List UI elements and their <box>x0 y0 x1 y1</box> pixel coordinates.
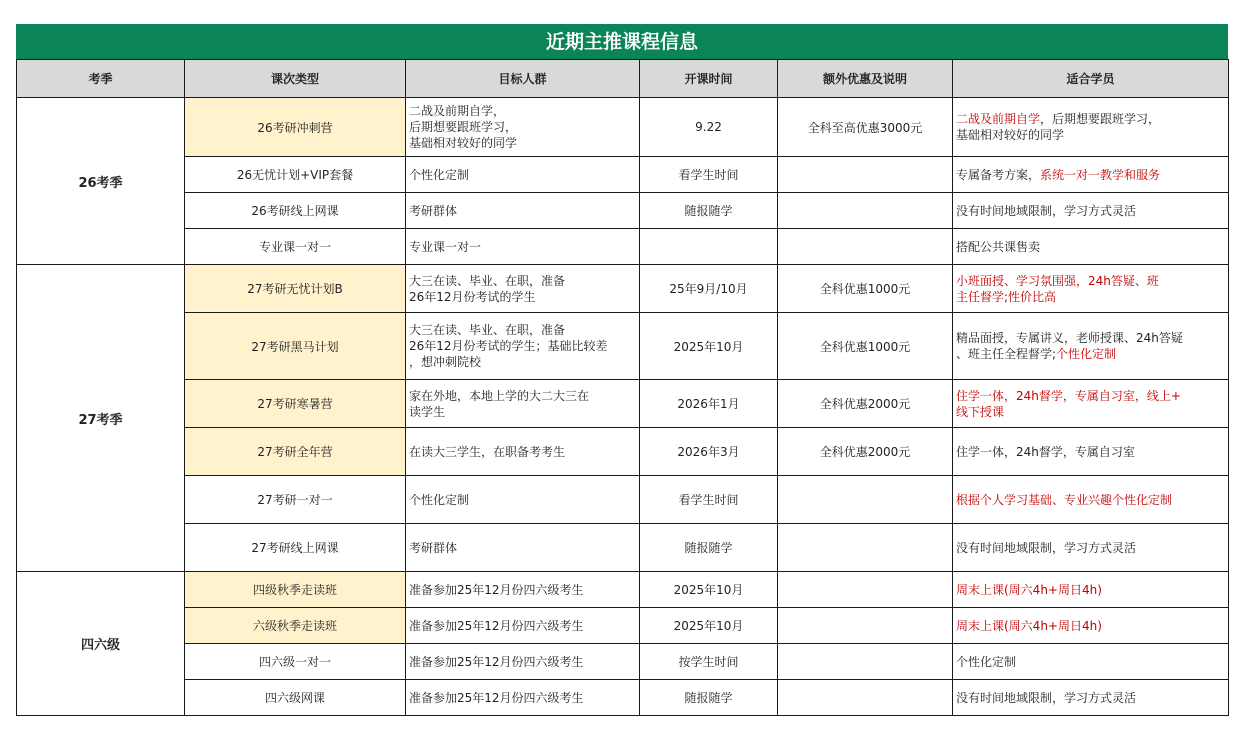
season-cell: 26考季 <box>17 98 185 265</box>
suitable-students-cell <box>953 608 1229 644</box>
start-time-cell: 看学生时间 <box>640 476 778 524</box>
season-cell: 27考季 <box>17 265 185 572</box>
suitable-students-text: 住学一体，24h督学，专属自习室，线上+ 线下授课 <box>956 388 1181 419</box>
discount-cell <box>778 524 953 572</box>
table-row <box>17 608 1229 644</box>
start-time-cell: 按学生时间 <box>640 644 778 680</box>
discount-cell <box>778 157 953 193</box>
suitable-students-cell <box>953 193 1229 229</box>
suitable-students-text: 搭配公共课售卖 <box>956 239 1041 254</box>
suitable-students-cell <box>953 572 1229 608</box>
target-group-cell: 家在外地，本地上学的大二大三在 读学生 <box>406 380 640 428</box>
suitable-students-text: 根据个人学习基础、专业兴趣个性化定制 <box>956 492 1173 507</box>
suitable-students-cell <box>953 229 1229 265</box>
suitable-students-cell <box>953 680 1229 716</box>
header-row <box>17 60 1229 98</box>
suitable-students-text: 周末上课(周六4h+周日4h) <box>956 582 1102 597</box>
start-time-cell: 随报随学 <box>640 193 778 229</box>
discount-cell <box>778 229 953 265</box>
suitable-students-text: 住学一体，24h督学，专属自习室 <box>956 444 1135 459</box>
table-row <box>17 313 1229 380</box>
target-group-cell: 个性化定制 <box>406 157 640 193</box>
suitable-students-text: 二战及前期自学 <box>956 112 1041 126</box>
suitable-students-cell <box>953 476 1229 524</box>
table-body <box>17 98 1229 716</box>
target-group-cell: 准备参加25年12月份四六级考生 <box>406 572 640 608</box>
discount-cell: 全科优惠1000元 <box>778 313 953 380</box>
table-row <box>17 98 1229 157</box>
discount-cell: 全科至高优惠3000元 <box>778 98 953 157</box>
suitable-students-cell <box>953 157 1229 193</box>
table-row <box>17 193 1229 229</box>
course-type-cell: 四六级一对一 <box>185 644 406 680</box>
start-time-cell: 2025年10月 <box>640 313 778 380</box>
start-time-cell: 2025年10月 <box>640 572 778 608</box>
suitable-students-text: 个性化定制 <box>956 654 1017 669</box>
suitable-students-cell <box>953 98 1229 157</box>
start-time-cell: 看学生时间 <box>640 157 778 193</box>
suitable-students-text: 系统一对一教学和服务 <box>1040 167 1161 182</box>
course-type-cell: 27考研寒暑营 <box>185 380 406 428</box>
course-type-cell: 专业课一对一 <box>185 229 406 265</box>
table-row <box>17 644 1229 680</box>
suitable-students-cell <box>953 313 1229 380</box>
course-type-cell: 27考研全年营 <box>185 428 406 476</box>
target-group-cell: 考研群体 <box>406 524 640 572</box>
table-row <box>17 380 1229 428</box>
discount-cell <box>778 193 953 229</box>
suitable-students-cell <box>953 524 1229 572</box>
target-group-cell: 专业课一对一 <box>406 229 640 265</box>
course-type-cell: 27考研线上网课 <box>185 524 406 572</box>
table-row <box>17 572 1229 608</box>
discount-cell <box>778 680 953 716</box>
suitable-students-text: 没有时间地域限制，学习方式灵活 <box>956 203 1137 218</box>
discount-cell: 全科优惠2000元 <box>778 428 953 476</box>
sheet-title: 近期主推课程信息 <box>16 24 1228 59</box>
course-type-cell: 26无忧计划+VIP套餐 <box>185 157 406 193</box>
discount-cell: 全科优惠2000元 <box>778 380 953 428</box>
discount-cell <box>778 476 953 524</box>
start-time-cell: 2026年1月 <box>640 380 778 428</box>
suitable-students-text: 小班面授、学习氛围强，24h答疑、班 主任督学;性价比高 <box>956 273 1159 304</box>
course-type-cell: 27考研黑马计划 <box>185 313 406 380</box>
table-row <box>17 680 1229 716</box>
header-start-time: 开课时间 <box>640 60 778 98</box>
start-time-cell: 9.22 <box>640 98 778 157</box>
start-time-cell: 随报随学 <box>640 680 778 716</box>
table-row <box>17 428 1229 476</box>
header-discount: 额外优惠及说明 <box>778 60 953 98</box>
start-time-cell: 25年9月/10月 <box>640 265 778 313</box>
course-type-cell: 26考研冲刺营 <box>185 98 406 157</box>
table-row <box>17 157 1229 193</box>
suitable-students-text: 个性化定制 <box>1056 347 1117 361</box>
table-row <box>17 265 1229 313</box>
discount-cell: 全科优惠1000元 <box>778 265 953 313</box>
course-info-sheet <box>16 24 1228 716</box>
target-group-cell: 大三在读、毕业、在职，准备 26年12月份考试的学生；基础比较差 ，想冲刺院校 <box>406 313 640 380</box>
suitable-students-cell <box>953 428 1229 476</box>
suitable-students-text: 没有时间地域限制，学习方式灵活 <box>956 690 1137 705</box>
suitable-students-cell <box>953 644 1229 680</box>
table-row <box>17 229 1229 265</box>
season-cell: 四六级 <box>17 572 185 716</box>
target-group-cell: 个性化定制 <box>406 476 640 524</box>
suitable-students-text: 周末上课(周六4h+周日4h) <box>956 618 1102 633</box>
suitable-students-cell <box>953 380 1229 428</box>
target-group-cell: 考研群体 <box>406 193 640 229</box>
start-time-cell: 2026年3月 <box>640 428 778 476</box>
discount-cell <box>778 572 953 608</box>
suitable-students-text: 专属备考方案， <box>956 167 1041 182</box>
target-group-cell: 准备参加25年12月份四六级考生 <box>406 608 640 644</box>
suitable-students-cell <box>953 265 1229 313</box>
discount-cell <box>778 644 953 680</box>
header-season: 考季 <box>17 60 185 98</box>
start-time-cell: 随报随学 <box>640 524 778 572</box>
course-type-cell: 26考研线上网课 <box>185 193 406 229</box>
course-type-cell: 四级秋季走读班 <box>185 572 406 608</box>
header-target-group: 目标人群 <box>406 60 640 98</box>
target-group-cell: 准备参加25年12月份四六级考生 <box>406 644 640 680</box>
header-course-type: 课次类型 <box>185 60 406 98</box>
course-type-cell: 27考研无忧计划B <box>185 265 406 313</box>
table-row <box>17 476 1229 524</box>
start-time-cell <box>640 229 778 265</box>
discount-cell <box>778 608 953 644</box>
target-group-cell: 在读大三学生，在职备考考生 <box>406 428 640 476</box>
target-group-cell: 准备参加25年12月份四六级考生 <box>406 680 640 716</box>
target-group-cell: 大三在读、毕业、在职，准备 26年12月份考试的学生 <box>406 265 640 313</box>
table-row <box>17 524 1229 572</box>
header-suitable-students: 适合学员 <box>953 60 1229 98</box>
course-type-cell: 27考研一对一 <box>185 476 406 524</box>
start-time-cell: 2025年10月 <box>640 608 778 644</box>
course-table <box>16 59 1229 716</box>
suitable-students-text: ，后期想要跟班学习， 基础相对较好的同学 <box>956 112 1161 142</box>
course-type-cell: 四六级网课 <box>185 680 406 716</box>
suitable-students-text: 精品面授，专属讲义，老师授课、24h答疑 、班主任全程督学; <box>956 331 1183 361</box>
suitable-students-text: 没有时间地域限制，学习方式灵活 <box>956 540 1137 555</box>
target-group-cell: 二战及前期自学， 后期想要跟班学习， 基础相对较好的同学 <box>406 98 640 157</box>
course-type-cell: 六级秋季走读班 <box>185 608 406 644</box>
